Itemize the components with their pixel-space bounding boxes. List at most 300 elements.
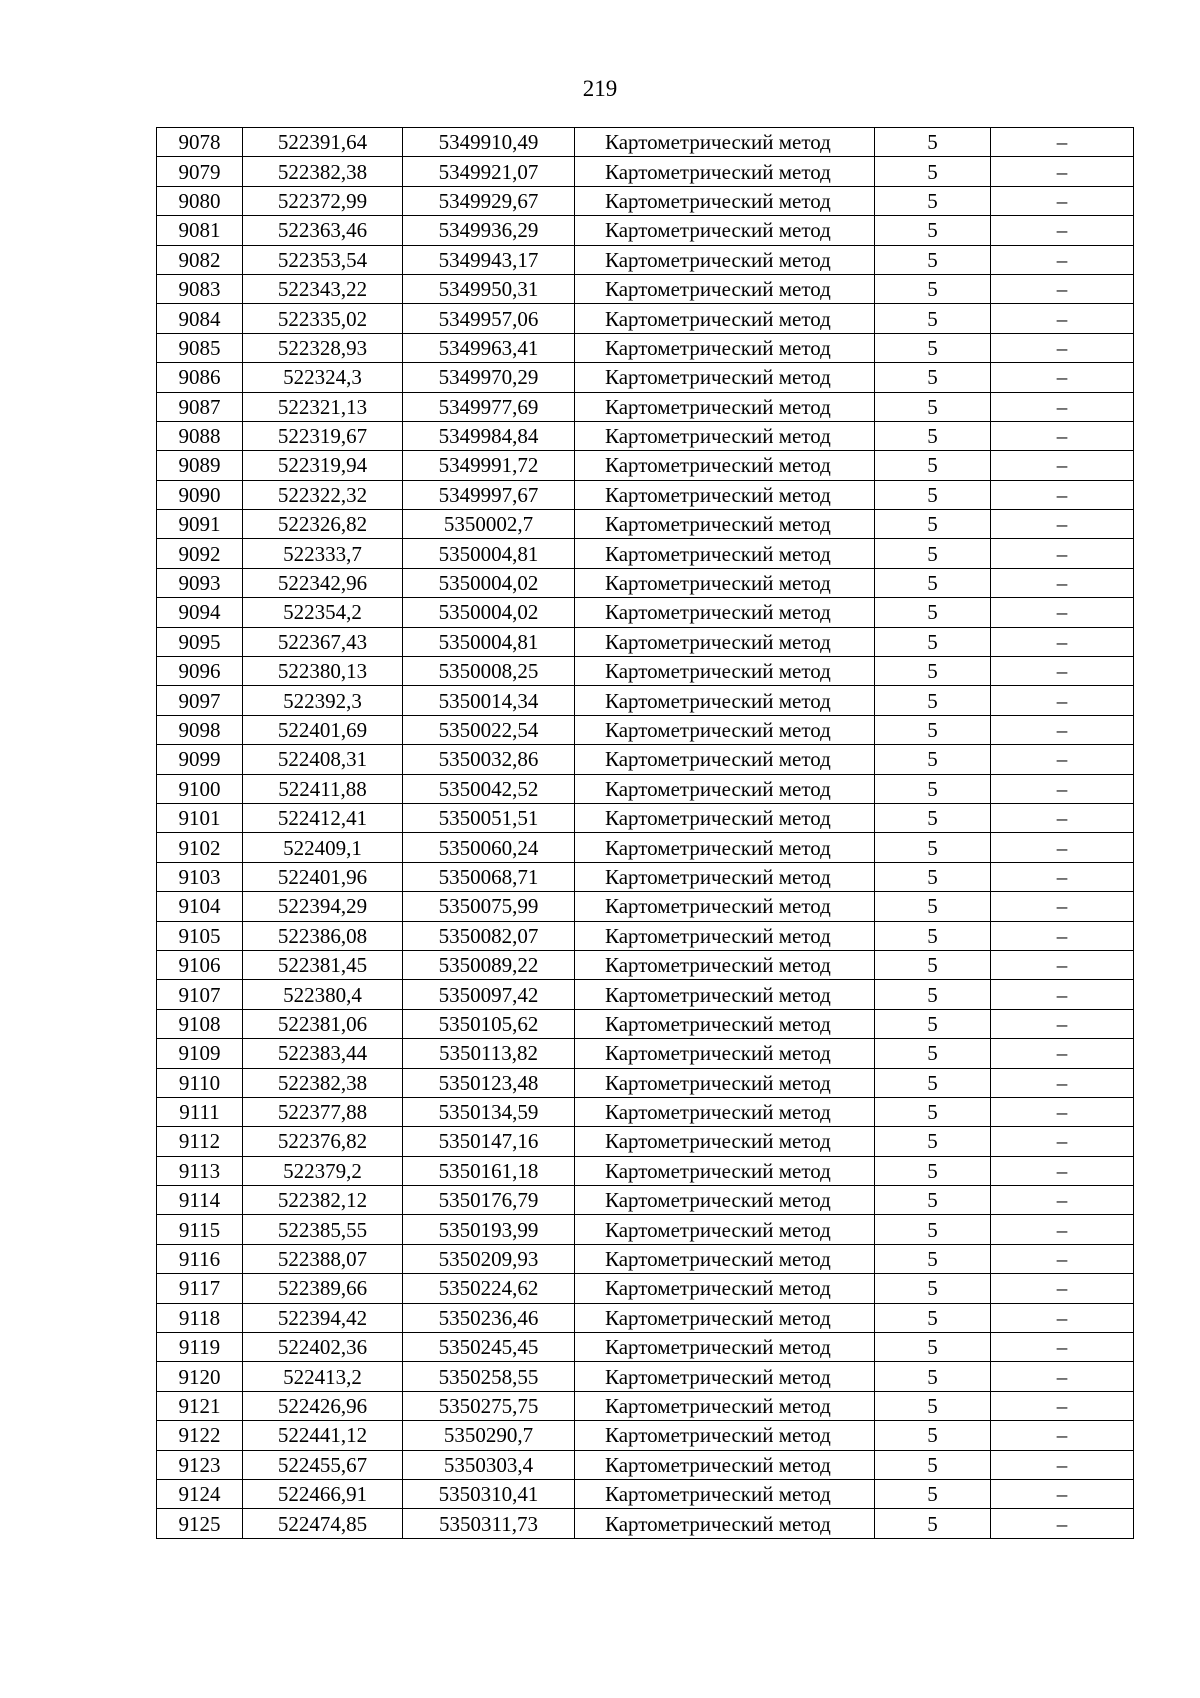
table-row	[157, 1450, 1134, 1479]
accuracy-cell: 5	[875, 715, 991, 744]
y-coordinate-cell: 5350089,22	[403, 950, 575, 979]
x-coordinate-cell: 522333,7	[243, 539, 403, 568]
accuracy-cell: 5	[875, 216, 991, 245]
note-cell: –	[991, 657, 1134, 686]
table-row	[157, 1097, 1134, 1126]
y-coordinate-cell: 5350303,4	[403, 1450, 575, 1479]
x-coordinate-cell: 522474,85	[243, 1509, 403, 1538]
method-cell: Картометрический метод	[575, 274, 875, 303]
table-row	[157, 1479, 1134, 1508]
table-row	[157, 803, 1134, 832]
y-coordinate-cell: 5350022,54	[403, 715, 575, 744]
point-number-cell: 9113	[157, 1156, 243, 1185]
method-cell: Картометрический метод	[575, 480, 875, 509]
note-cell: –	[991, 921, 1134, 950]
method-cell: Картометрический метод	[575, 1068, 875, 1097]
point-number-cell: 9095	[157, 627, 243, 656]
y-coordinate-cell: 5350209,93	[403, 1244, 575, 1273]
point-number-cell: 9124	[157, 1479, 243, 1508]
y-coordinate-cell: 5350002,7	[403, 510, 575, 539]
point-number-cell: 9112	[157, 1127, 243, 1156]
note-cell: –	[991, 1156, 1134, 1185]
point-number-cell: 9101	[157, 803, 243, 832]
point-number-cell: 9122	[157, 1421, 243, 1450]
accuracy-cell: 5	[875, 1009, 991, 1038]
y-coordinate-cell: 5350290,7	[403, 1421, 575, 1450]
y-coordinate-cell: 5349991,72	[403, 451, 575, 480]
method-cell: Картометрический метод	[575, 128, 875, 157]
accuracy-cell: 5	[875, 1186, 991, 1215]
accuracy-cell: 5	[875, 480, 991, 509]
y-coordinate-cell: 5350224,62	[403, 1274, 575, 1303]
note-cell: –	[991, 568, 1134, 597]
note-cell: –	[991, 274, 1134, 303]
point-number-cell: 9115	[157, 1215, 243, 1244]
x-coordinate-cell: 522402,36	[243, 1333, 403, 1362]
method-cell: Картометрический метод	[575, 1274, 875, 1303]
point-number-cell: 9088	[157, 421, 243, 450]
note-cell: –	[991, 803, 1134, 832]
accuracy-cell: 5	[875, 245, 991, 274]
x-coordinate-cell: 522372,99	[243, 186, 403, 215]
point-number-cell: 9118	[157, 1303, 243, 1332]
accuracy-cell: 5	[875, 1333, 991, 1362]
note-cell: –	[991, 715, 1134, 744]
table-row	[157, 304, 1134, 333]
table-row	[157, 421, 1134, 450]
note-cell: –	[991, 157, 1134, 186]
y-coordinate-cell: 5349950,31	[403, 274, 575, 303]
x-coordinate-cell: 522380,13	[243, 657, 403, 686]
point-number-cell: 9120	[157, 1362, 243, 1391]
accuracy-cell: 5	[875, 774, 991, 803]
accuracy-cell: 5	[875, 657, 991, 686]
y-coordinate-cell: 5350097,42	[403, 980, 575, 1009]
method-cell: Картометрический метод	[575, 833, 875, 862]
accuracy-cell: 5	[875, 186, 991, 215]
accuracy-cell: 5	[875, 1156, 991, 1185]
x-coordinate-cell: 522319,94	[243, 451, 403, 480]
method-cell: Картометрический метод	[575, 245, 875, 274]
accuracy-cell: 5	[875, 1479, 991, 1508]
method-cell: Картометрический метод	[575, 1244, 875, 1273]
note-cell: –	[991, 1274, 1134, 1303]
accuracy-cell: 5	[875, 862, 991, 891]
y-coordinate-cell: 5350245,45	[403, 1333, 575, 1362]
point-number-cell: 9114	[157, 1186, 243, 1215]
x-coordinate-cell: 522412,41	[243, 803, 403, 832]
note-cell: –	[991, 1421, 1134, 1450]
note-cell: –	[991, 510, 1134, 539]
accuracy-cell: 5	[875, 1274, 991, 1303]
table-row	[157, 1274, 1134, 1303]
method-cell: Картометрический метод	[575, 1186, 875, 1215]
y-coordinate-cell: 5350051,51	[403, 803, 575, 832]
x-coordinate-cell: 522392,3	[243, 686, 403, 715]
y-coordinate-cell: 5349943,17	[403, 245, 575, 274]
x-coordinate-cell: 522381,45	[243, 950, 403, 979]
note-cell: –	[991, 1039, 1134, 1068]
point-number-cell: 9078	[157, 128, 243, 157]
note-cell: –	[991, 1068, 1134, 1097]
note-cell: –	[991, 539, 1134, 568]
x-coordinate-cell: 522391,64	[243, 128, 403, 157]
note-cell: –	[991, 1303, 1134, 1332]
point-number-cell: 9109	[157, 1039, 243, 1068]
table-row	[157, 921, 1134, 950]
x-coordinate-cell: 522319,67	[243, 421, 403, 450]
accuracy-cell: 5	[875, 1391, 991, 1420]
table-row	[157, 598, 1134, 627]
y-coordinate-cell: 5350176,79	[403, 1186, 575, 1215]
y-coordinate-cell: 5350311,73	[403, 1509, 575, 1538]
y-coordinate-cell: 5349970,29	[403, 363, 575, 392]
x-coordinate-cell: 522382,38	[243, 1068, 403, 1097]
point-number-cell: 9090	[157, 480, 243, 509]
point-number-cell: 9094	[157, 598, 243, 627]
method-cell: Картометрический метод	[575, 216, 875, 245]
y-coordinate-cell: 5350082,07	[403, 921, 575, 950]
method-cell: Картометрический метод	[575, 510, 875, 539]
y-coordinate-cell: 5350004,02	[403, 568, 575, 597]
point-number-cell: 9086	[157, 363, 243, 392]
point-number-cell: 9087	[157, 392, 243, 421]
method-cell: Картометрический метод	[575, 1333, 875, 1362]
note-cell: –	[991, 1391, 1134, 1420]
note-cell: –	[991, 774, 1134, 803]
note-cell: –	[991, 1333, 1134, 1362]
accuracy-cell: 5	[875, 921, 991, 950]
point-number-cell: 9111	[157, 1097, 243, 1126]
table-row	[157, 774, 1134, 803]
note-cell: –	[991, 1127, 1134, 1156]
y-coordinate-cell: 5349910,49	[403, 128, 575, 157]
accuracy-cell: 5	[875, 1450, 991, 1479]
y-coordinate-cell: 5349997,67	[403, 480, 575, 509]
note-cell: –	[991, 451, 1134, 480]
method-cell: Картометрический метод	[575, 1156, 875, 1185]
accuracy-cell: 5	[875, 1421, 991, 1450]
note-cell: –	[991, 1479, 1134, 1508]
y-coordinate-cell: 5350310,41	[403, 1479, 575, 1508]
table-row	[157, 510, 1134, 539]
accuracy-cell: 5	[875, 304, 991, 333]
note-cell: –	[991, 1362, 1134, 1391]
y-coordinate-cell: 5350042,52	[403, 774, 575, 803]
note-cell: –	[991, 1244, 1134, 1273]
point-number-cell: 9103	[157, 862, 243, 891]
method-cell: Картометрический метод	[575, 715, 875, 744]
x-coordinate-cell: 522379,2	[243, 1156, 403, 1185]
note-cell: –	[991, 1509, 1134, 1538]
accuracy-cell: 5	[875, 803, 991, 832]
table-row	[157, 1333, 1134, 1362]
point-number-cell: 9081	[157, 216, 243, 245]
method-cell: Картометрический метод	[575, 451, 875, 480]
x-coordinate-cell: 522382,12	[243, 1186, 403, 1215]
x-coordinate-cell: 522342,96	[243, 568, 403, 597]
table-row	[157, 1303, 1134, 1332]
note-cell: –	[991, 186, 1134, 215]
accuracy-cell: 5	[875, 157, 991, 186]
note-cell: –	[991, 128, 1134, 157]
y-coordinate-cell: 5350134,59	[403, 1097, 575, 1126]
method-cell: Картометрический метод	[575, 774, 875, 803]
x-coordinate-cell: 522328,93	[243, 333, 403, 362]
note-cell: –	[991, 1009, 1134, 1038]
y-coordinate-cell: 5349936,29	[403, 216, 575, 245]
table-row	[157, 1156, 1134, 1185]
x-coordinate-cell: 522324,3	[243, 363, 403, 392]
method-cell: Картометрический метод	[575, 1097, 875, 1126]
accuracy-cell: 5	[875, 1509, 991, 1538]
method-cell: Картометрический метод	[575, 862, 875, 891]
y-coordinate-cell: 5350004,81	[403, 627, 575, 656]
accuracy-cell: 5	[875, 451, 991, 480]
note-cell: –	[991, 1215, 1134, 1244]
table-row	[157, 1009, 1134, 1038]
method-cell: Картометрический метод	[575, 304, 875, 333]
table-row	[157, 1421, 1134, 1450]
note-cell: –	[991, 480, 1134, 509]
x-coordinate-cell: 522389,66	[243, 1274, 403, 1303]
x-coordinate-cell: 522383,44	[243, 1039, 403, 1068]
x-coordinate-cell: 522455,67	[243, 1450, 403, 1479]
y-coordinate-cell: 5350236,46	[403, 1303, 575, 1332]
table-row	[157, 862, 1134, 891]
y-coordinate-cell: 5350060,24	[403, 833, 575, 862]
point-number-cell: 9116	[157, 1244, 243, 1273]
note-cell: –	[991, 950, 1134, 979]
point-number-cell: 9104	[157, 892, 243, 921]
method-cell: Картометрический метод	[575, 1215, 875, 1244]
x-coordinate-cell: 522401,96	[243, 862, 403, 891]
x-coordinate-cell: 522363,46	[243, 216, 403, 245]
point-number-cell: 9099	[157, 745, 243, 774]
accuracy-cell: 5	[875, 539, 991, 568]
table-row	[157, 627, 1134, 656]
table-row	[157, 451, 1134, 480]
table-row	[157, 715, 1134, 744]
page-number: 219	[582, 76, 618, 101]
accuracy-cell: 5	[875, 745, 991, 774]
note-cell: –	[991, 392, 1134, 421]
table-row	[157, 245, 1134, 274]
table-row	[157, 1509, 1134, 1538]
x-coordinate-cell: 522377,88	[243, 1097, 403, 1126]
accuracy-cell: 5	[875, 980, 991, 1009]
table-row	[157, 568, 1134, 597]
note-cell: –	[991, 892, 1134, 921]
method-cell: Картометрический метод	[575, 186, 875, 215]
x-coordinate-cell: 522380,4	[243, 980, 403, 1009]
note-cell: –	[991, 1450, 1134, 1479]
accuracy-cell: 5	[875, 1362, 991, 1391]
x-coordinate-cell: 522381,06	[243, 1009, 403, 1038]
point-number-cell: 9085	[157, 333, 243, 362]
note-cell: –	[991, 627, 1134, 656]
y-coordinate-cell: 5349921,07	[403, 157, 575, 186]
method-cell: Картометрический метод	[575, 1039, 875, 1068]
table-row	[157, 1391, 1134, 1420]
point-number-cell: 9105	[157, 921, 243, 950]
note-cell: –	[991, 1097, 1134, 1126]
x-coordinate-cell: 522386,08	[243, 921, 403, 950]
y-coordinate-cell: 5350014,34	[403, 686, 575, 715]
table-row	[157, 274, 1134, 303]
x-coordinate-cell: 522322,32	[243, 480, 403, 509]
accuracy-cell: 5	[875, 950, 991, 979]
method-cell: Картометрический метод	[575, 921, 875, 950]
accuracy-cell: 5	[875, 1215, 991, 1244]
method-cell: Картометрический метод	[575, 421, 875, 450]
x-coordinate-cell: 522343,22	[243, 274, 403, 303]
point-number-cell: 9092	[157, 539, 243, 568]
x-coordinate-cell: 522335,02	[243, 304, 403, 333]
x-coordinate-cell: 522388,07	[243, 1244, 403, 1273]
method-cell: Картометрический метод	[575, 980, 875, 1009]
accuracy-cell: 5	[875, 1127, 991, 1156]
x-coordinate-cell: 522382,38	[243, 157, 403, 186]
table-row	[157, 1215, 1134, 1244]
accuracy-cell: 5	[875, 686, 991, 715]
point-number-cell: 9119	[157, 1333, 243, 1362]
coordinates-table	[156, 127, 1134, 1539]
note-cell: –	[991, 216, 1134, 245]
method-cell: Картометрический метод	[575, 363, 875, 392]
accuracy-cell: 5	[875, 1097, 991, 1126]
y-coordinate-cell: 5350193,99	[403, 1215, 575, 1244]
x-coordinate-cell: 522413,2	[243, 1362, 403, 1391]
y-coordinate-cell: 5350075,99	[403, 892, 575, 921]
y-coordinate-cell: 5350123,48	[403, 1068, 575, 1097]
method-cell: Картометрический метод	[575, 1362, 875, 1391]
accuracy-cell: 5	[875, 333, 991, 362]
y-coordinate-cell: 5350258,55	[403, 1362, 575, 1391]
method-cell: Картометрический метод	[575, 539, 875, 568]
table-row	[157, 686, 1134, 715]
method-cell: Картометрический метод	[575, 892, 875, 921]
y-coordinate-cell: 5350113,82	[403, 1039, 575, 1068]
method-cell: Картометрический метод	[575, 1479, 875, 1508]
method-cell: Картометрический метод	[575, 686, 875, 715]
y-coordinate-cell: 5350068,71	[403, 862, 575, 891]
point-number-cell: 9096	[157, 657, 243, 686]
method-cell: Картометрический метод	[575, 1450, 875, 1479]
note-cell: –	[991, 598, 1134, 627]
method-cell: Картометрический метод	[575, 627, 875, 656]
method-cell: Картометрический метод	[575, 657, 875, 686]
method-cell: Картометрический метод	[575, 1009, 875, 1038]
table-row	[157, 892, 1134, 921]
table-row	[157, 157, 1134, 186]
y-coordinate-cell: 5349957,06	[403, 304, 575, 333]
x-coordinate-cell: 522466,91	[243, 1479, 403, 1508]
point-number-cell: 9102	[157, 833, 243, 862]
accuracy-cell: 5	[875, 1303, 991, 1332]
x-coordinate-cell: 522408,31	[243, 745, 403, 774]
y-coordinate-cell: 5350032,86	[403, 745, 575, 774]
table-row	[157, 186, 1134, 215]
point-number-cell: 9098	[157, 715, 243, 744]
y-coordinate-cell: 5350275,75	[403, 1391, 575, 1420]
accuracy-cell: 5	[875, 598, 991, 627]
method-cell: Картометрический метод	[575, 392, 875, 421]
x-coordinate-cell: 522401,69	[243, 715, 403, 744]
note-cell: –	[991, 686, 1134, 715]
x-coordinate-cell: 522426,96	[243, 1391, 403, 1420]
point-number-cell: 9091	[157, 510, 243, 539]
point-number-cell: 9117	[157, 1274, 243, 1303]
table-row	[157, 980, 1134, 1009]
method-cell: Картометрический метод	[575, 333, 875, 362]
y-coordinate-cell: 5349977,69	[403, 392, 575, 421]
point-number-cell: 9097	[157, 686, 243, 715]
point-number-cell: 9110	[157, 1068, 243, 1097]
note-cell: –	[991, 421, 1134, 450]
point-number-cell: 9108	[157, 1009, 243, 1038]
y-coordinate-cell: 5349984,84	[403, 421, 575, 450]
accuracy-cell: 5	[875, 1068, 991, 1097]
method-cell: Картометрический метод	[575, 1391, 875, 1420]
method-cell: Картометрический метод	[575, 157, 875, 186]
y-coordinate-cell: 5350004,81	[403, 539, 575, 568]
y-coordinate-cell: 5350105,62	[403, 1009, 575, 1038]
accuracy-cell: 5	[875, 421, 991, 450]
table-row	[157, 539, 1134, 568]
accuracy-cell: 5	[875, 392, 991, 421]
method-cell: Картометрический метод	[575, 745, 875, 774]
x-coordinate-cell: 522441,12	[243, 1421, 403, 1450]
accuracy-cell: 5	[875, 892, 991, 921]
x-coordinate-cell: 522321,13	[243, 392, 403, 421]
accuracy-cell: 5	[875, 1244, 991, 1273]
y-coordinate-cell: 5349929,67	[403, 186, 575, 215]
note-cell: –	[991, 245, 1134, 274]
coordinates-table-body	[157, 128, 1134, 1539]
method-cell: Картометрический метод	[575, 568, 875, 597]
accuracy-cell: 5	[875, 363, 991, 392]
x-coordinate-cell: 522367,43	[243, 627, 403, 656]
note-cell: –	[991, 980, 1134, 1009]
method-cell: Картометрический метод	[575, 803, 875, 832]
point-number-cell: 9082	[157, 245, 243, 274]
point-number-cell: 9106	[157, 950, 243, 979]
point-number-cell: 9125	[157, 1509, 243, 1538]
point-number-cell: 9079	[157, 157, 243, 186]
y-coordinate-cell: 5349963,41	[403, 333, 575, 362]
note-cell: –	[991, 363, 1134, 392]
table-row	[157, 392, 1134, 421]
accuracy-cell: 5	[875, 128, 991, 157]
y-coordinate-cell: 5350147,16	[403, 1127, 575, 1156]
accuracy-cell: 5	[875, 274, 991, 303]
accuracy-cell: 5	[875, 568, 991, 597]
table-row	[157, 1127, 1134, 1156]
x-coordinate-cell: 522394,42	[243, 1303, 403, 1332]
x-coordinate-cell: 522394,29	[243, 892, 403, 921]
table-row	[157, 1039, 1134, 1068]
x-coordinate-cell: 522411,88	[243, 774, 403, 803]
point-number-cell: 9093	[157, 568, 243, 597]
method-cell: Картометрический метод	[575, 1127, 875, 1156]
y-coordinate-cell: 5350008,25	[403, 657, 575, 686]
x-coordinate-cell: 522354,2	[243, 598, 403, 627]
x-coordinate-cell: 522409,1	[243, 833, 403, 862]
x-coordinate-cell: 522353,54	[243, 245, 403, 274]
point-number-cell: 9107	[157, 980, 243, 1009]
accuracy-cell: 5	[875, 510, 991, 539]
